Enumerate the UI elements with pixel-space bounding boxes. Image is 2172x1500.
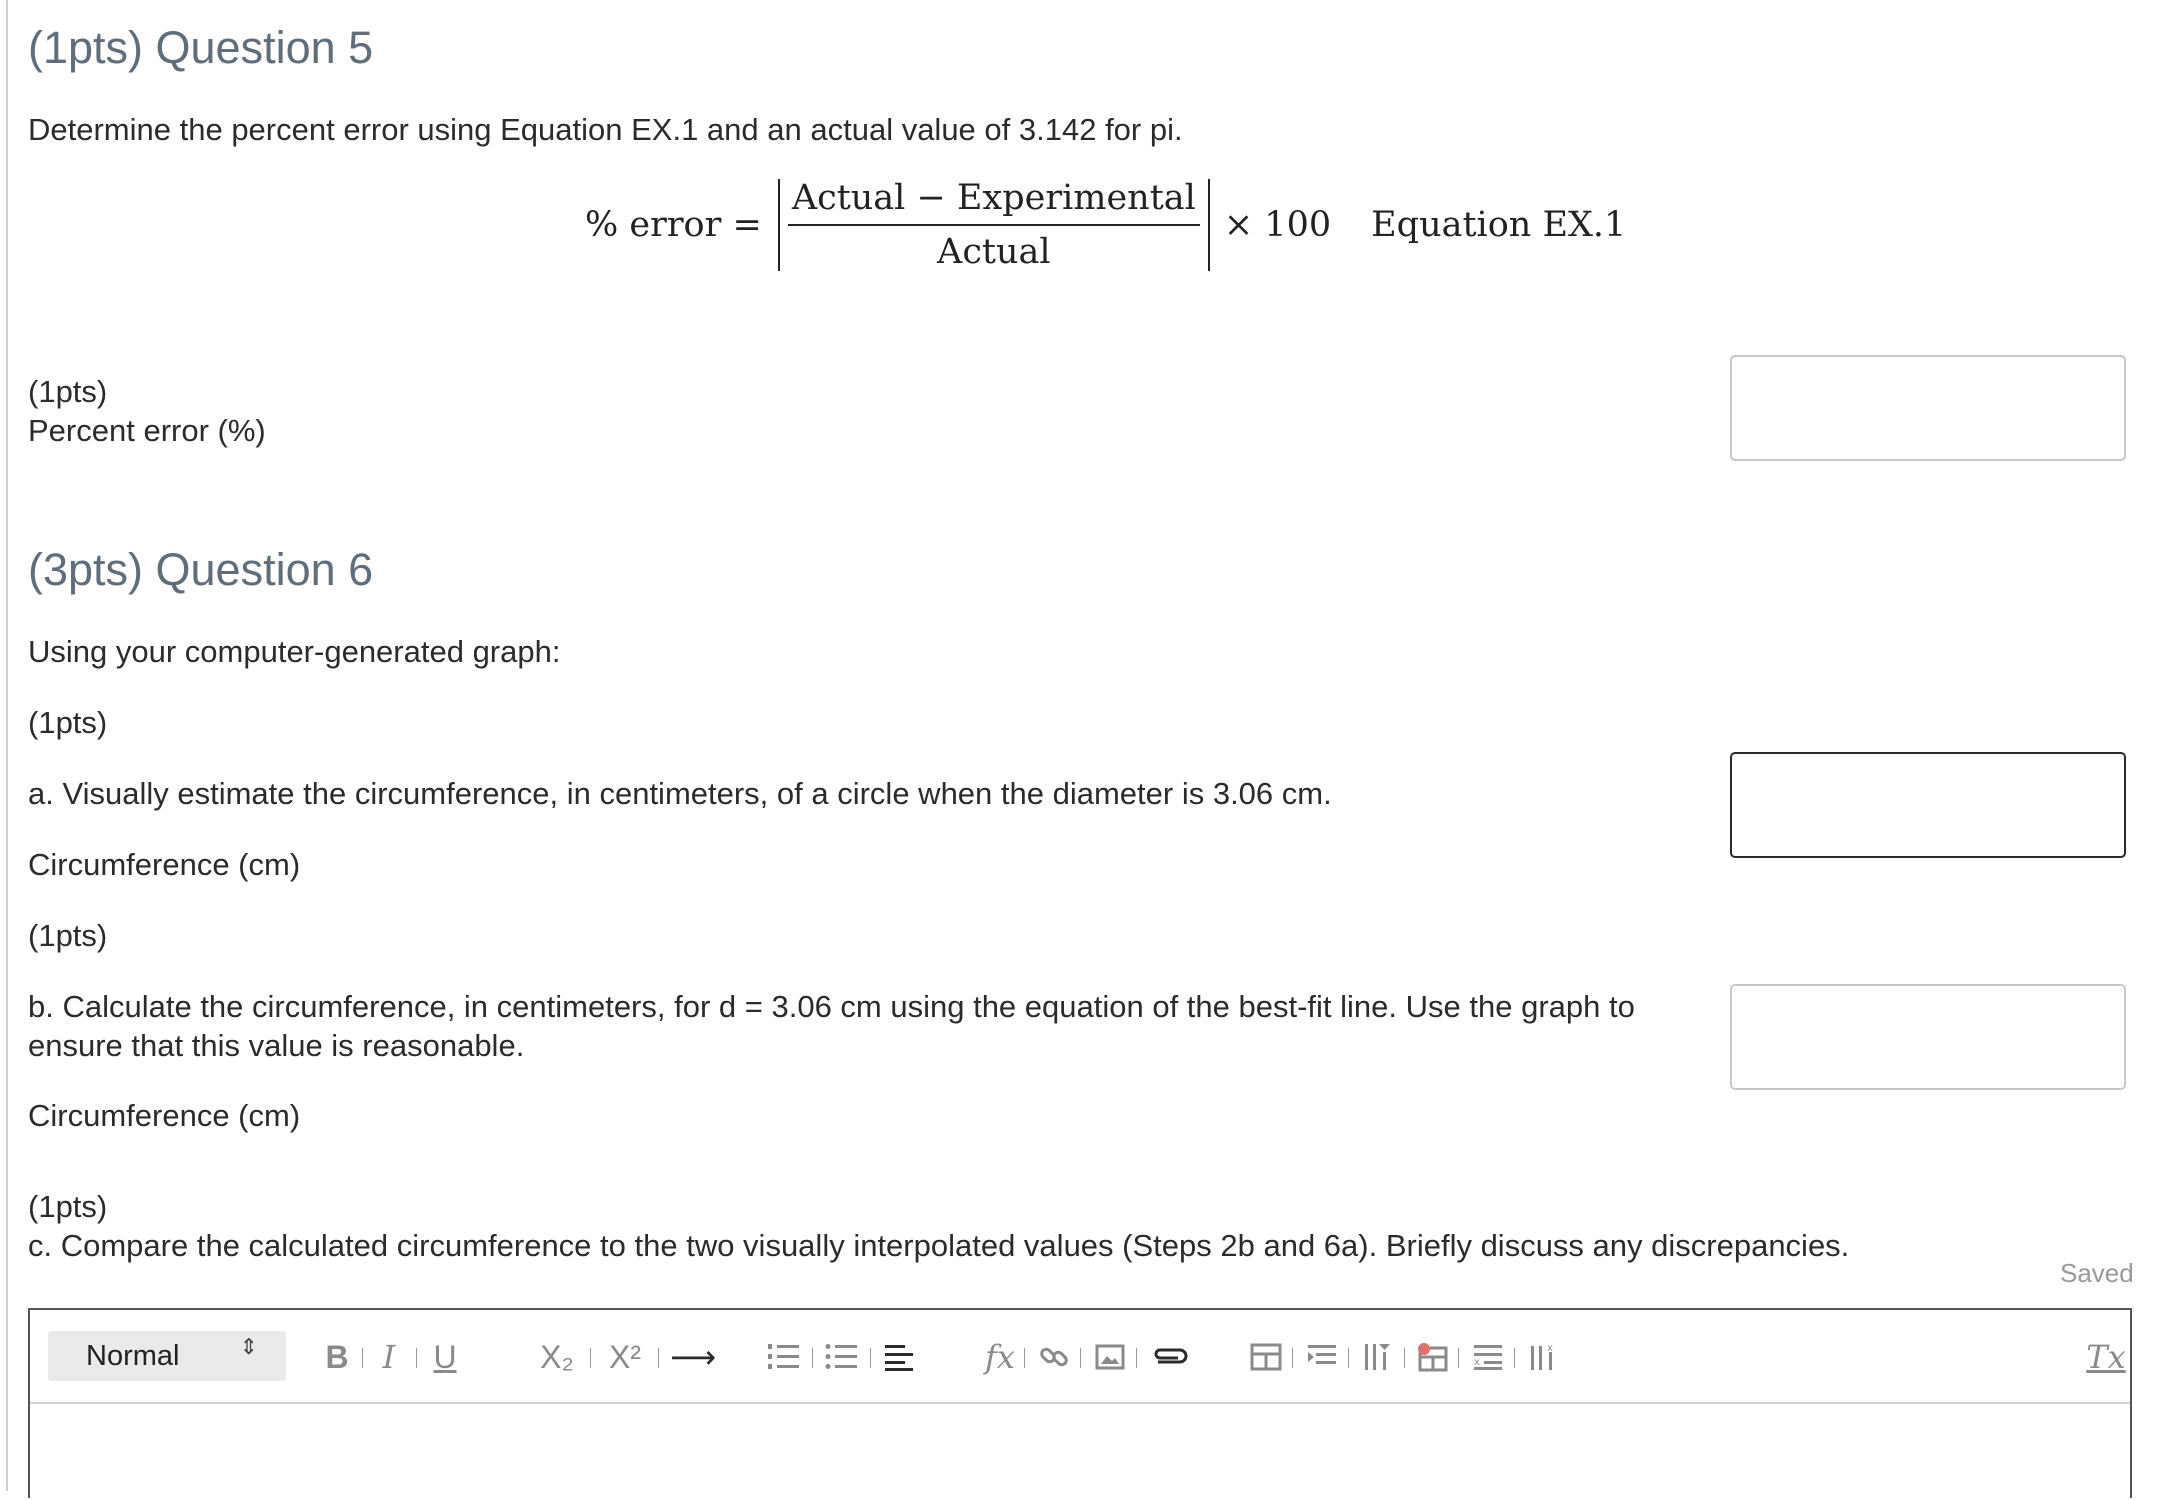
question-6b-label: Circumference (cm): [28, 1098, 301, 1133]
equation-denominator: Actual: [937, 232, 1051, 272]
question-5-heading: (1pts) Question 5: [28, 22, 374, 73]
format-select-value: Normal: [86, 1340, 180, 1372]
toolbar-separator: [416, 1348, 417, 1368]
numbered-list-icon: [767, 1342, 801, 1372]
formula-button[interactable]: fx: [985, 1338, 1015, 1376]
question-6c-prompt: c. Compare the calculated circumference to the two visually interpolated values (Steps 2b and 6a). Briefly discuss any discrepancies.: [28, 1228, 1850, 1263]
svg-text:x: x: [1547, 1343, 1553, 1354]
svg-text:x: x: [1474, 1357, 1480, 1368]
rich-text-editor: [28, 1308, 2132, 1498]
toolbar-separator: [812, 1348, 813, 1368]
link-icon: [1038, 1341, 1070, 1373]
question-6a-prompt: a. Visually estimate the circumference, in centimeters, of a circle when the diameter is 3.06 cm.: [28, 776, 1332, 811]
delete-row-button[interactable]: [1468, 1338, 1508, 1376]
equation-numerator: Actual − Experimental: [788, 178, 1200, 226]
delete-column-icon: [1529, 1342, 1559, 1372]
question-6a-points: (1pts): [28, 705, 108, 740]
delete-table-button[interactable]: [1412, 1338, 1452, 1376]
toolbar-separator: [1080, 1348, 1081, 1368]
indent-button[interactable]: ⟶: [670, 1339, 716, 1375]
question-5-prompt: Determine the percent error using Equation EX.1 and an actual value of 3.142 for pi.: [28, 112, 1183, 147]
bullet-list-icon: [825, 1342, 859, 1372]
delete-table-icon: [1416, 1342, 1448, 1372]
numbered-list-button[interactable]: [764, 1338, 804, 1376]
image-button[interactable]: [1090, 1338, 1130, 1376]
saved-status: Saved: [2060, 1258, 2134, 1288]
circumference-estimate-input[interactable]: [1730, 752, 2126, 858]
question-6b-points: (1pts): [28, 918, 108, 953]
question-6c-points: (1pts): [28, 1189, 108, 1224]
bullet-list-button[interactable]: [822, 1338, 862, 1376]
question-6b-prompt: b. Calculate the circumference, in centimeters, for d = 3.06 cm using the equation of the best-fit line. Use the graph to ensure that this value is reasonable.: [28, 989, 1635, 1063]
toolbar-separator: [1514, 1348, 1515, 1368]
insert-table-button[interactable]: [1246, 1338, 1286, 1376]
toolbar-separator: [1292, 1348, 1293, 1368]
equation-multiplier: × 100: [1223, 205, 1332, 245]
question-6-intro: Using your computer-generated graph:: [28, 634, 561, 669]
insert-column-button[interactable]: [1358, 1338, 1398, 1376]
align-button[interactable]: [880, 1338, 920, 1376]
attachment-button[interactable]: [1148, 1338, 1192, 1376]
toolbar-separator: [658, 1348, 659, 1368]
circumference-calculated-input[interactable]: [1730, 984, 2126, 1090]
align-left-icon: [884, 1342, 916, 1372]
paperclip-icon: [1150, 1342, 1190, 1372]
toolbar-separator: [1404, 1348, 1405, 1368]
select-arrows-icon: ⇕: [239, 1334, 258, 1359]
toolbar-separator: [1136, 1348, 1137, 1368]
toolbar-separator: [1348, 1348, 1349, 1368]
percent-error-input[interactable]: [1730, 355, 2126, 461]
percent-error-label: Percent error (%): [28, 413, 266, 448]
italic-button[interactable]: I: [382, 1338, 396, 1376]
editor-toolbar: [30, 1310, 2130, 1404]
image-icon: [1095, 1343, 1125, 1371]
equation-name: Equation EX.1: [1371, 205, 1627, 245]
toolbar-separator: [1024, 1348, 1025, 1368]
insert-row-button[interactable]: [1302, 1338, 1342, 1376]
table-icon: [1250, 1343, 1282, 1371]
question-6a-label: Circumference (cm): [28, 847, 301, 882]
equation-lhs: % error =: [585, 205, 762, 245]
insert-column-icon: [1363, 1342, 1393, 1372]
editor-content-area[interactable]: [30, 1404, 2130, 1500]
toolbar-separator: [870, 1348, 871, 1368]
clear-formatting-button[interactable]: Tx: [2086, 1338, 2126, 1376]
equation-absolute-value: [778, 179, 1210, 271]
toolbar-separator: [362, 1348, 363, 1368]
toolbar-separator: [1458, 1348, 1459, 1368]
percent-error-equation: [585, 175, 1626, 275]
toolbar-separator: [590, 1348, 591, 1368]
equation-fraction: [788, 178, 1200, 272]
link-button[interactable]: [1034, 1338, 1074, 1376]
question-6-heading: (3pts) Question 6: [28, 544, 374, 595]
underline-button[interactable]: U: [433, 1339, 457, 1375]
insert-row-icon: [1306, 1343, 1338, 1371]
superscript-button[interactable]: X²: [609, 1339, 641, 1375]
left-border: [6, 0, 8, 1491]
question-5-points: (1pts): [28, 374, 108, 409]
delete-row-icon: [1472, 1343, 1504, 1371]
delete-column-button[interactable]: [1524, 1338, 1564, 1376]
paragraph-format-select[interactable]: [48, 1331, 286, 1381]
bold-button[interactable]: B: [325, 1339, 349, 1375]
subscript-button[interactable]: X₂: [540, 1339, 574, 1375]
